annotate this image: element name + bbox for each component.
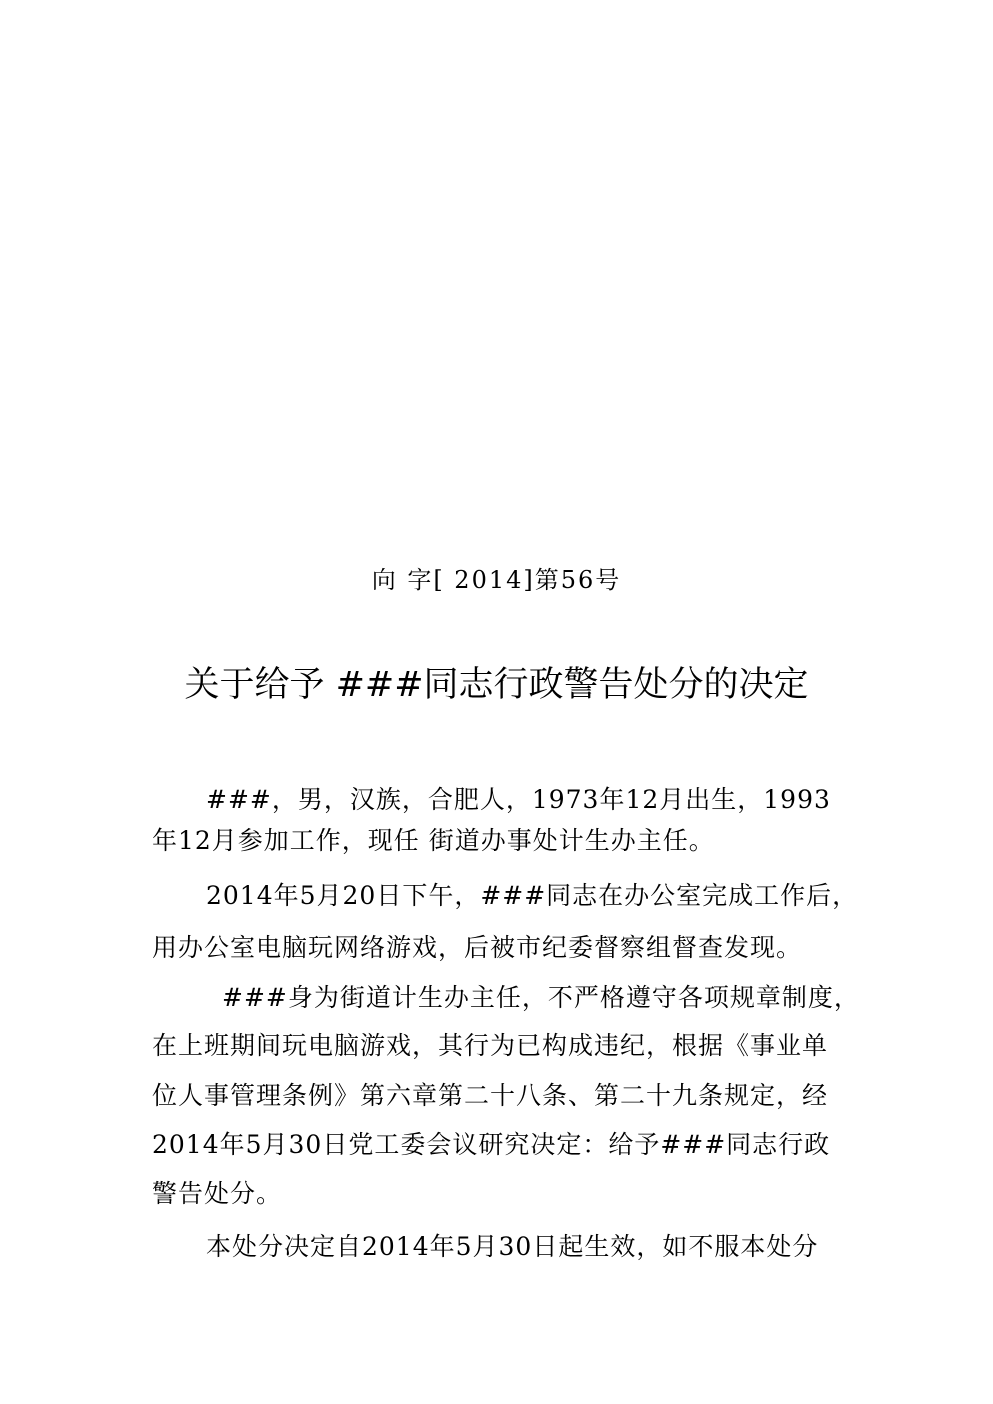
paragraph-line: ###，男，汉族，合肥人，1973年12月出生，1993 [206, 785, 831, 814]
paragraph-line: 年12月参加工作，现任 街道办事处计生办主任。 [152, 826, 715, 855]
paragraph-line: 位人事管理条例》第六章第二十八条、第二十九条规定，经 [152, 1081, 829, 1110]
paragraph-line: 2014年5月20日下午，###同志在办公室完成工作后， [206, 881, 859, 910]
paragraph-line: 用办公室电脑玩网络游戏，后被市纪委督察组督查发现。 [152, 933, 803, 962]
document-title: 关于给予 ###同志行政警告处分的决定 [184, 665, 809, 705]
paragraph-line: 本处分决定自2014年5月30日起生效，如不服本处分 [206, 1232, 819, 1261]
paragraph-line: 在上班期间玩电脑游戏，其行为已构成违纪，根据《事业单 [152, 1031, 829, 1060]
paragraph-line: 2014年5月30日党工委会议研究决定：给予###同志行政 [152, 1130, 831, 1159]
paragraph-line: ###身为街道计生办主任，不严格遵守各项规章制度， [222, 983, 860, 1012]
document-number: 向 字[ 2014]第56号 [371, 566, 622, 594]
paragraph-line: 警告处分。 [152, 1179, 283, 1208]
